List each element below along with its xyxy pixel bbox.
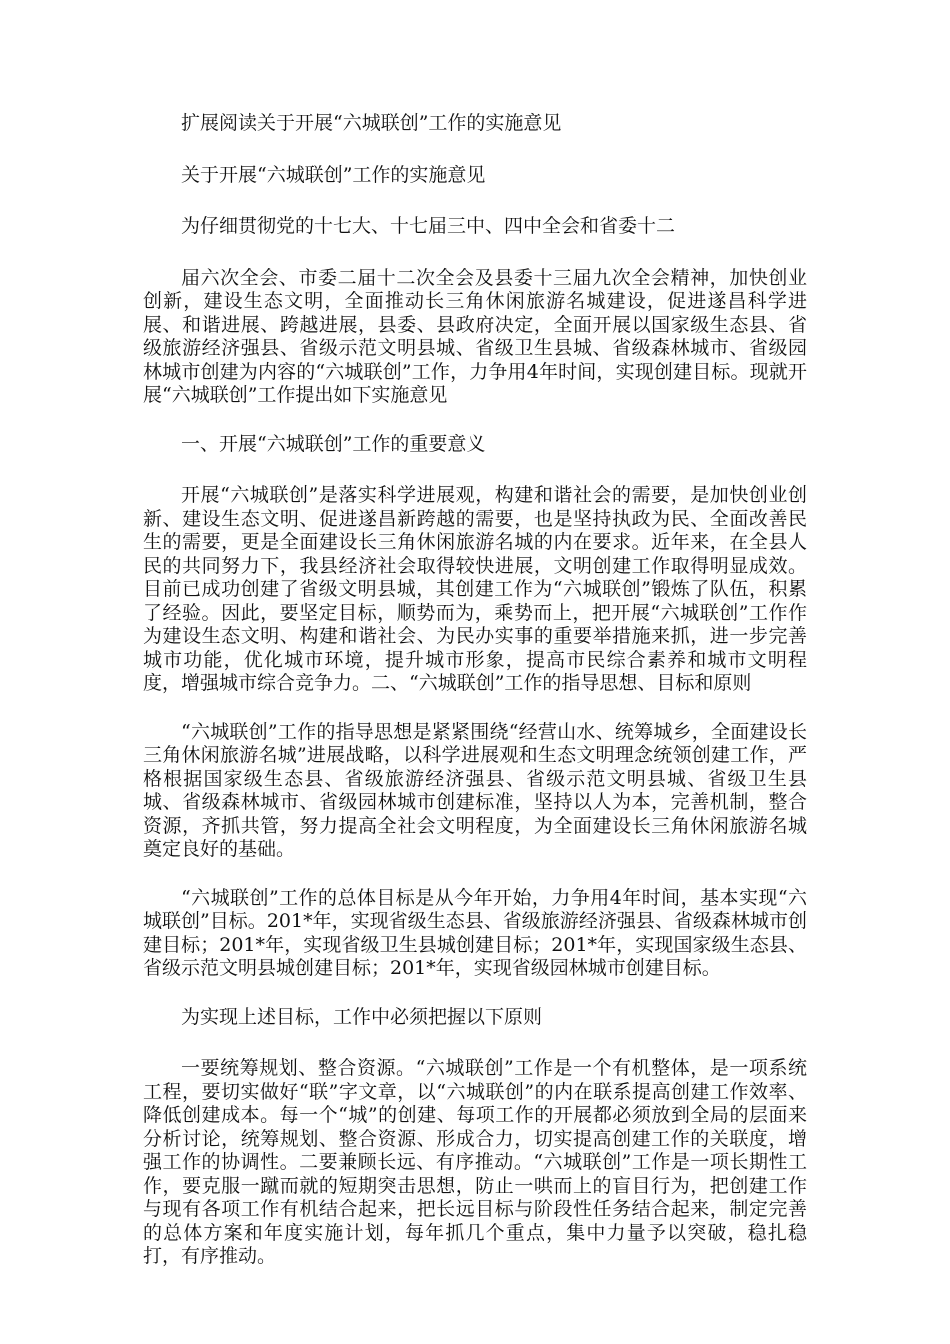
document-heading-extended-reading: 扩展阅读关于开展“六城联创”工作的实施意见 [181,112,562,134]
paragraph-principles-intro: 为实现上述目标，工作中必须把握以下原则 [181,1005,543,1028]
paragraph-intro-body: 届六次全会、市委二届十二次全会及县委十三届九次全会精神，加快创业创新，建设生态文明，全面推动长三角休闲旅游名城建设，促进遂昌科学进展、和谐进展、跨越进展，县委、县政府决定，全面开展以国家级生态县、省级旅游经济强县、省级示范文明县城、省级卫生县城、省级森林城市、省级园林城市创建为内容的“六城联创”工作，力争用4年时间，实现创建目标。现就开展“六城联创”工作提出如下实施意见 [143,266,807,406]
document-title: 关于开展“六城联创”工作的实施意见 [181,163,486,186]
paragraph-intro-line: 为仔细贯彻党的十七大、十七届三中、四中全会和省委十二 [181,215,676,237]
paragraph-principles: 一要统筹规划、整合资源。“六城联创”工作是一个有机整体，是一项系统工程，要切实做好“联”字文章，以“六城联创”的内在联系提高创建工作效率、降低创建成本。每一个“城”的创建、每项工作的开展都必须放到全局的层面来分析讨论，统筹规划、整合资源、形成合力，切实提高创建工作的关联度，增强工作的协调性。二要兼顾长远、有序推动。“六城联创”工作是一项长期性工作，要克服一蹴而就的短期突击思想，防止一哄而上的盲目行为，把创建工作与现有各项工作有机结合起来，把长远目标与阶段性任务结合起来，制定完善的总体方案和年度实施计划，每年抓几个重点，集中力量予以突破，稳扎稳打，有序推动。 [143,1057,807,1267]
document-body [143,112,807,1294]
section-heading-significance: 一、开展“六城联创”工作的重要意义 [181,432,486,455]
paragraph-guiding-ideology: “六城联创”工作的指导思想是紧紧围绕“经营山水、统筹城乡，全面建设长三角休闲旅游名城”进展战略，以科学进展观和生态文明理念统领创建工作，严格根据国家级生态县、省级旅游经济强县、省级示范文明县城、省级卫生县城、省级森林城市、省级园林城市创建标准，坚持以人为本，完善机制，整合资源，齐抓共管，努力提高全社会文明程度，为全面建设长三角休闲旅游名城奠定良好的基础。 [143,720,807,860]
paragraph-overall-goal: “六城联创”工作的总体目标是从今年开始，力争用4年时间，基本实现“六城联创”目标。201*年，实现省级生态县、省级旅游经济强县、省级森林城市创建目标；201*年，实现省级卫生县城创建目标；201*年，实现国家级生态县、省级示范文明县城创建目标；201*年，实现省级园林城市创建目标。 [143,886,807,979]
paragraph-significance: 开展“六城联创”是落实科学进展观，构建和谐社会的需要，是加快创业创新、建设生态文明、促进遂昌新跨越的需要，也是坚持执政为民、全面改善民生的需要，更是全面建设长三角休闲旅游名城的内在要求。近年来，在全县人民的共同努力下，我县经济社会取得较快进展，文明创建工作取得明显成效。目前已成功创建了省级文明县城，其创建工作为“六城联创”锻炼了队伍，积累了经验。因此，要坚定目标，顺势而为，乘势而上，把开展“六城联创”工作作为建设生态文明、构建和谐社会、为民办实事的重要举措施来抓，进一步完善城市功能，优化城市环境，提升城市形象，提高市民综合素养和城市文明程度，增强城市综合竞争力。二、“六城联创”工作的指导思想、目标和原则 [143,484,807,694]
